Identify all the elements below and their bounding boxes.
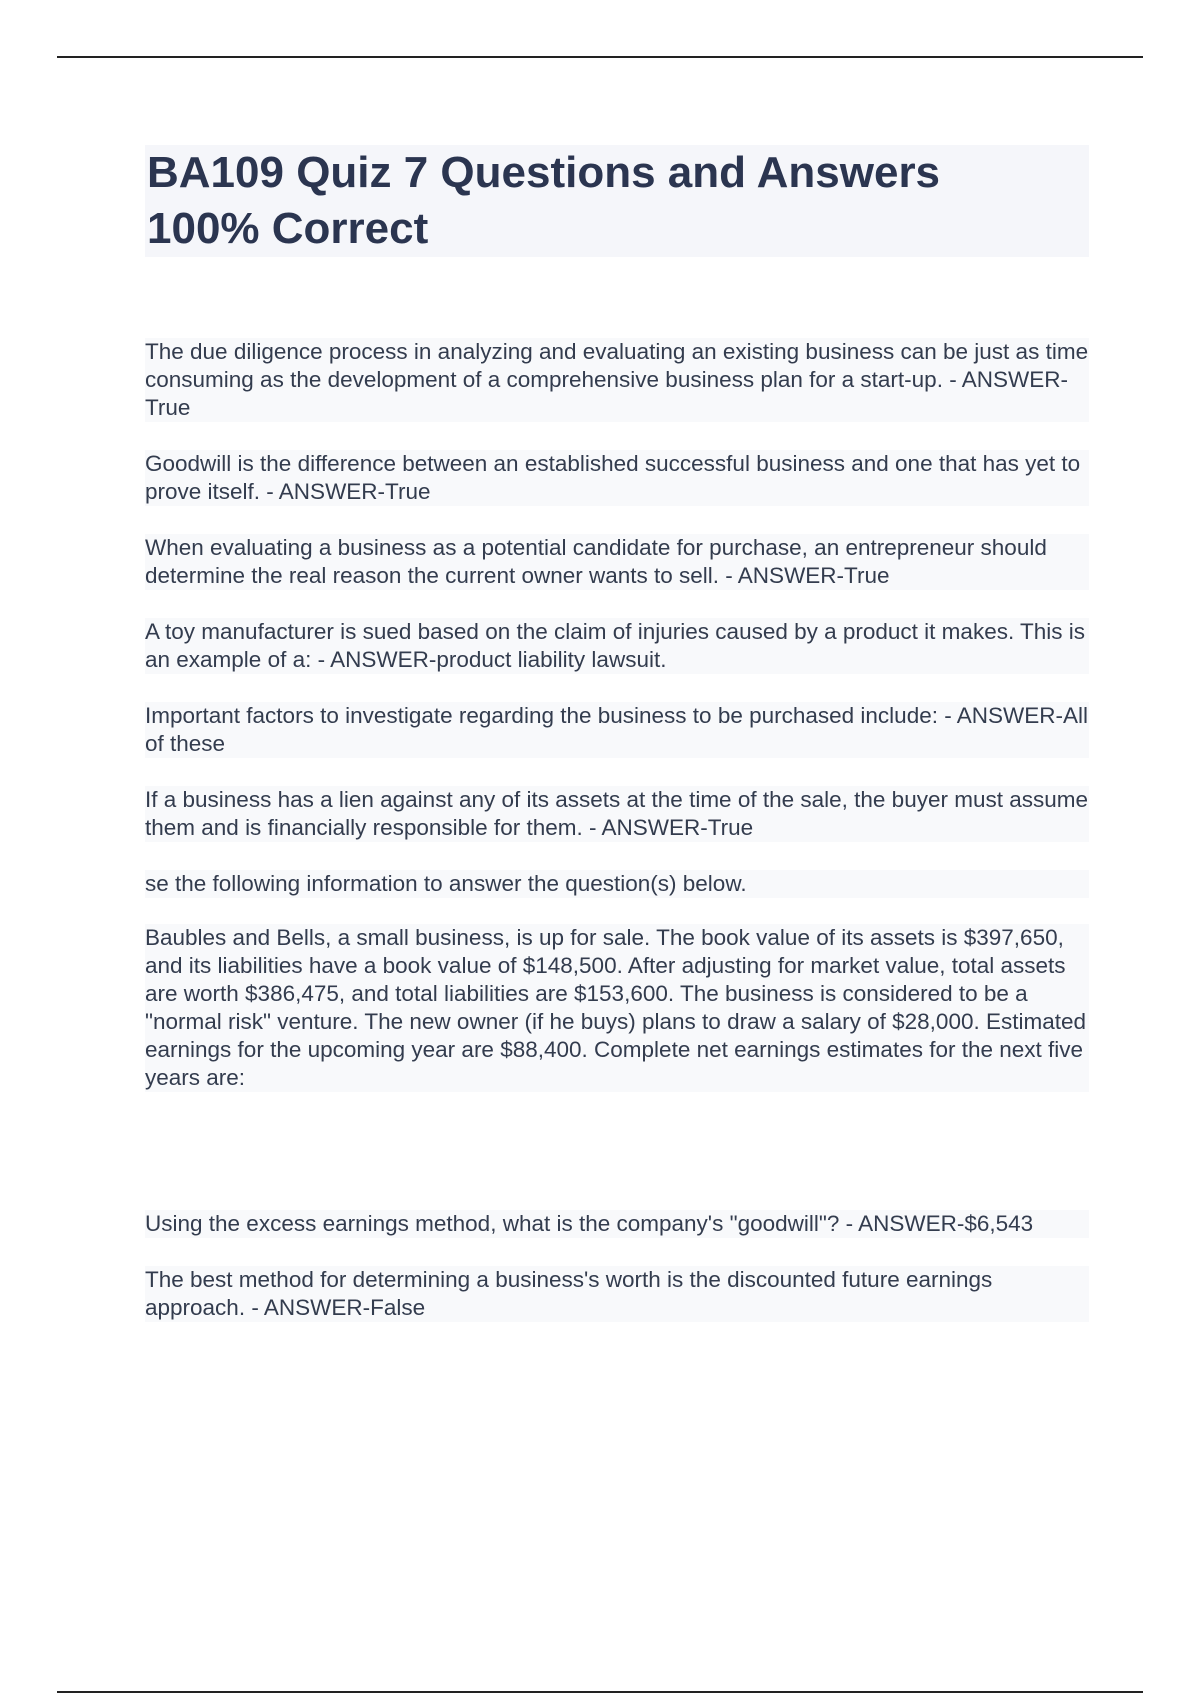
blank-space xyxy=(145,1120,1089,1210)
bottom-rule xyxy=(57,1691,1143,1693)
qa-paragraph-worth: The best method for determining a business's worth is the discounted future earnings approach. - ANSWER-False xyxy=(145,1266,1089,1322)
title-block xyxy=(145,145,1089,257)
qa-paragraph-1: The due diligence process in analyzing and evaluating an existing business can be just as time consuming as the development of a comprehensive business plan for a start-up. - ANSWER-True xyxy=(145,339,1089,420)
qa-paragraph-4: A toy manufacturer is sued based on the claim of injuries caused by a product it makes. This is an example of a: - ANSWER-product liability lawsuit. xyxy=(145,618,1089,674)
top-rule xyxy=(57,56,1143,58)
title-line-1: BA109 Quiz 7 Questions and Answers xyxy=(147,148,941,197)
qa-paragraph-2: Goodwill is the difference between an established successful business and one that has yet to prove itself. - ANSWER-True xyxy=(145,450,1089,506)
qa-paragraph-6: If a business has a lien against any of its assets at the time of the sale, the buyer must assume them and is financially responsible for them. - ANSWER-True xyxy=(145,787,1089,840)
title-line-2: 100% Correct xyxy=(147,204,429,253)
qa-paragraph-goodwill: Using the excess earnings method, what is the company's "goodwill"? - ANSWER-$6,543 xyxy=(145,1210,1089,1238)
document-body xyxy=(145,338,1089,1350)
qa-paragraph-3: When evaluating a business as a potential candidate for purchase, an entrepreneur should determine the real reason the current owner wants to sell. - ANSWER-True xyxy=(145,534,1089,590)
document-title xyxy=(145,145,1089,257)
case-paragraph: Baubles and Bells, a small business, is up for sale. The book value of its assets is $397,650, and its liabilities have a book value of $148,500. After adjusting for market value, total assets are worth $386,475, and total liabilities are $153,600. The business is considered to be a "normal risk" venture. The new owner (if he buys) plans to draw a salary of $28,000. Estimated earnings for the upcoming year are $88,400. Complete net earnings estimates for the next five years are: xyxy=(145,924,1089,1092)
instruction-paragraph: se the following information to answer the question(s) below. xyxy=(145,870,1089,898)
qa-paragraph-5: Important factors to investigate regarding the business to be purchased include: - ANSWER-All of these xyxy=(145,703,1088,756)
